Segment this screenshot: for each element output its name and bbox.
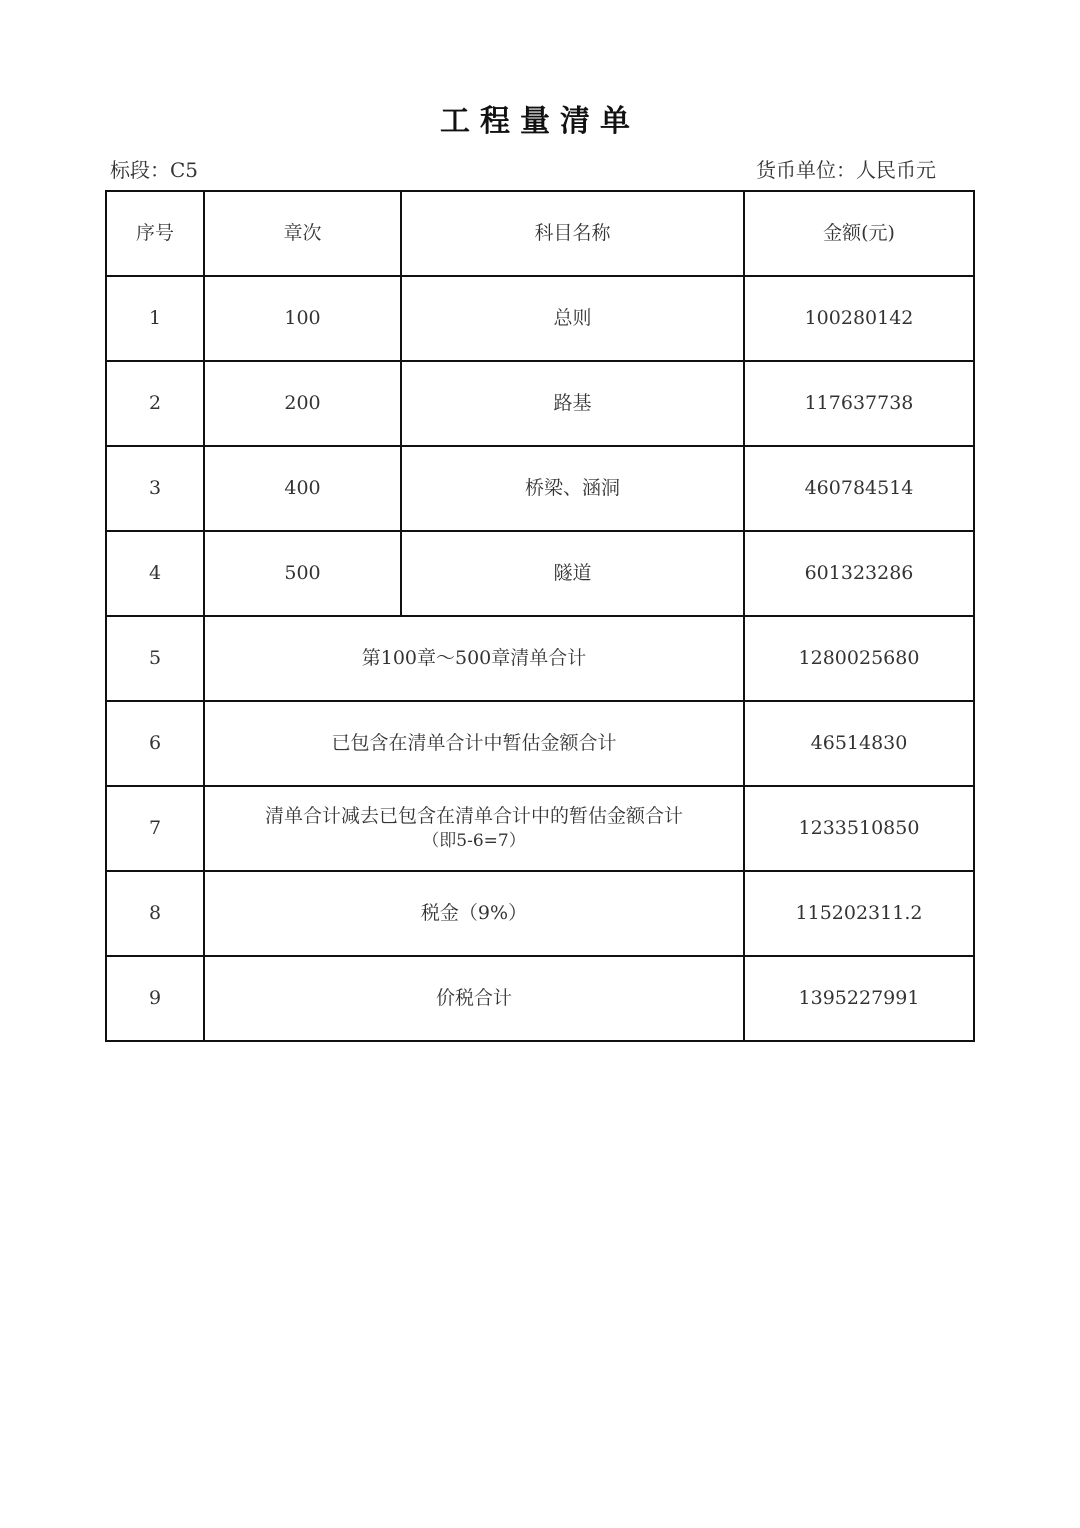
row-amount: 46514830 [744,701,974,786]
row-no: 2 [106,361,204,446]
summary-name: 清单合计减去已包含在清单合计中的暂估金额合计 [264,805,683,828]
currency-label: 货币单位：人民币元 [756,158,936,182]
row-amount: 115202311.2 [744,871,974,956]
row-amount: 100280142 [744,276,974,361]
row-name: 隧道 [401,531,744,616]
header-amount: 金额(元) [744,191,974,276]
row-no: 1 [106,276,204,361]
section-label: 标段：C5 [110,158,199,182]
row-amount: 460784514 [744,446,974,531]
row-no: 7 [106,786,204,871]
row-no: 3 [106,446,204,531]
table-row [106,446,974,531]
row-amount: 601323286 [744,531,974,616]
header-row [106,191,974,276]
page-title: 工程量清单 [440,104,640,139]
row-amount: 117637738 [744,361,974,446]
header-name: 科目名称 [401,191,744,276]
summary-name-cell [204,786,744,871]
row-amount: 1280025680 [744,616,974,701]
summary-note: （即5-6=7） [422,830,526,851]
row-amount: 1395227991 [744,956,974,1041]
row-no: 5 [106,616,204,701]
summary-row [106,701,974,786]
row-name: 总则 [401,276,744,361]
summary-name: 税金（9%） [204,871,744,956]
summary-row [106,786,974,871]
row-name: 桥梁、涵洞 [401,446,744,531]
row-name: 路基 [401,361,744,446]
table-row [106,276,974,361]
row-chapter: 400 [204,446,401,531]
row-amount: 1233510850 [744,786,974,871]
bill-of-quantities-table [105,190,975,1042]
summary-name: 已包含在清单合计中暂估金额合计 [204,701,744,786]
summary-name: 价税合计 [204,956,744,1041]
row-no: 9 [106,956,204,1041]
row-chapter: 500 [204,531,401,616]
row-chapter: 100 [204,276,401,361]
header-no: 序号 [106,191,204,276]
table-row [106,531,974,616]
summary-row [106,956,974,1041]
row-chapter: 200 [204,361,401,446]
row-no: 8 [106,871,204,956]
header-chapter: 章次 [204,191,401,276]
summary-row [106,616,974,701]
row-no: 4 [106,531,204,616]
row-no: 6 [106,701,204,786]
table-row [106,361,974,446]
summary-name: 第100章～500章清单合计 [204,616,744,701]
summary-row [106,871,974,956]
